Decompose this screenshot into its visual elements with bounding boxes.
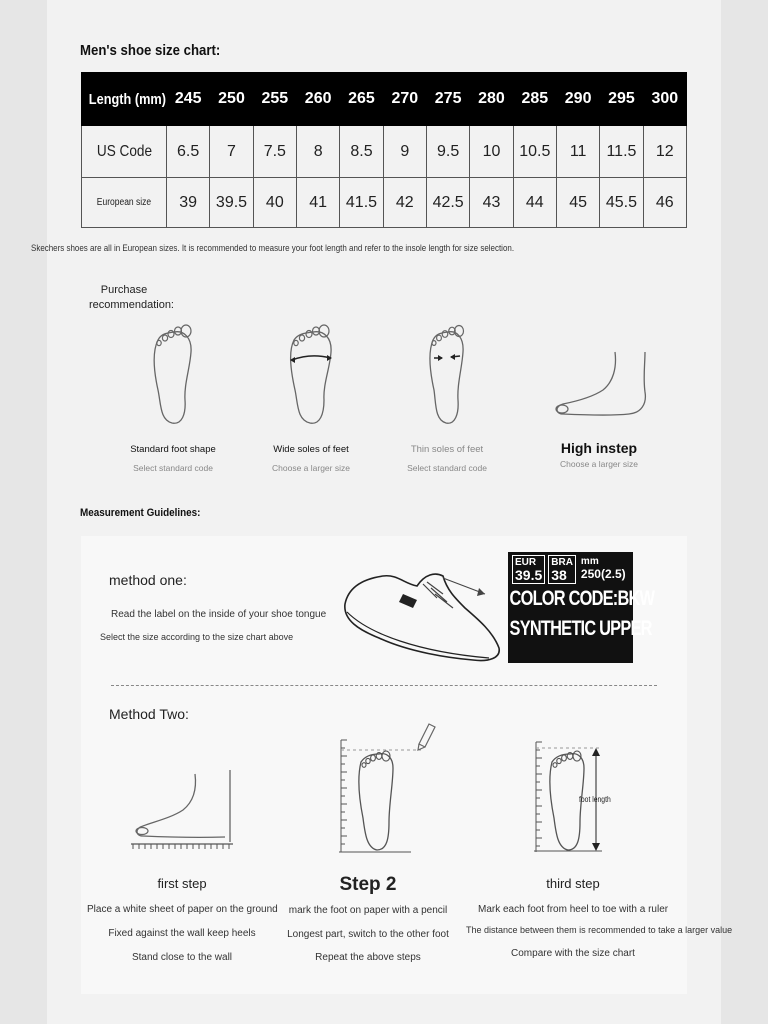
european-size-cell: 44 (513, 178, 556, 228)
foot-against-wall-icon (129, 768, 249, 852)
foot-length-label: foot length (579, 795, 611, 804)
step-line: Place a white sheet of paper on the ground (87, 904, 278, 915)
european-size-cell: 42.5 (426, 178, 469, 228)
step-line: Stand close to the wall (131, 952, 233, 963)
standard-foot-icon (148, 322, 198, 426)
us-code-cell: 6.5 (167, 126, 210, 178)
method-one-line-1: Read the label on the inside of your shoe tongue (111, 609, 327, 620)
step-line: mark the foot on paper with a pencil (288, 905, 448, 916)
label-tag-color-code: COLOR CODE:BKW (509, 587, 655, 610)
us-code-row (82, 126, 687, 178)
foot-card-wide (241, 322, 381, 473)
us-code-row-label: US Code (82, 126, 167, 178)
us-code-cell: 8.5 (340, 126, 383, 178)
chart-title: Men's shoe size chart: (80, 42, 221, 59)
length-cell: 285 (513, 73, 556, 126)
us-code-cell: 8 (296, 126, 339, 178)
european-size-cell: 40 (253, 178, 296, 228)
european-size-cell: 41 (296, 178, 339, 228)
us-code-cell: 9.5 (426, 126, 469, 178)
guidelines-panel (81, 536, 733, 994)
method-two-title: Method Two: (109, 706, 189, 722)
length-cell: 265 (340, 73, 383, 126)
european-size-cell: 46 (643, 178, 686, 228)
wide-foot-icon (286, 322, 336, 426)
length-cell: 295 (600, 73, 643, 126)
foot-ruler-measure-icon (528, 734, 618, 854)
length-cell: 275 (426, 73, 469, 126)
european-size-cell: 43 (470, 178, 513, 228)
foot-card-label: Standard foot shape (130, 444, 216, 455)
step-first (87, 876, 277, 963)
step-title: Step 2 (339, 874, 397, 895)
length-cell: 260 (296, 73, 339, 126)
shoe-label-tag (508, 552, 655, 663)
sneaker-icon (339, 554, 509, 669)
length-cell: 300 (643, 73, 686, 126)
us-code-cell: 12 (643, 126, 686, 178)
step-line: Compare with the size chart (511, 948, 635, 959)
length-row-label: Length (mm) (82, 73, 167, 126)
size-table (81, 72, 687, 228)
high-instep-foot-icon (549, 348, 649, 420)
step-line: Repeat the above steps (315, 952, 421, 963)
step-second (273, 874, 463, 963)
label-tag-mm: mm 250(2.5) (580, 556, 626, 581)
step-line: The distance between them is recommended to take a larger value (466, 925, 733, 935)
method-one-line-2: Select the size according to the size chart above (100, 632, 294, 642)
us-code-cell: 10 (470, 126, 513, 178)
size-note: Skechers shoes are all in European sizes. It is recommended to measure your foot length and refer to the insole length for size selection. (31, 243, 515, 254)
foot-card-thin (377, 322, 517, 473)
foot-card-label: High instep (560, 440, 638, 456)
method-one-title: method one: (109, 572, 187, 588)
foot-card-high-instep (529, 348, 669, 469)
step-title: first step (157, 876, 207, 891)
size-guide-page (31, 0, 733, 1024)
step-title: third step (546, 876, 600, 891)
label-tag-upper: SYNTHETIC UPPER (509, 617, 652, 640)
foot-card-sub: Select standard code (133, 463, 213, 473)
european-size-cell: 42 (383, 178, 426, 228)
european-size-cell: 45.5 (600, 178, 643, 228)
length-row (82, 73, 687, 126)
length-cell: 280 (470, 73, 513, 126)
us-code-cell: 7.5 (253, 126, 296, 178)
foot-trace-pencil-icon (333, 718, 443, 854)
purchase-title: Purchase recommendation: (89, 284, 174, 311)
us-code-cell: 7 (210, 126, 253, 178)
length-cell: 270 (383, 73, 426, 126)
step-third (466, 876, 733, 959)
european-size-cell: 41.5 (340, 178, 383, 228)
length-cell: 250 (210, 73, 253, 126)
foot-card-sub: Choose a larger size (560, 459, 638, 469)
length-cell: 290 (556, 73, 599, 126)
label-tag-size-row (508, 552, 633, 584)
european-size-cell: 39 (167, 178, 210, 228)
foot-card-sub: Select standard code (407, 463, 487, 473)
us-code-cell: 11.5 (600, 126, 643, 178)
foot-card-sub: Choose a larger size (272, 463, 350, 473)
foot-card-label: Wide soles of feet (273, 444, 349, 455)
length-cell: 245 (167, 73, 210, 126)
divider (111, 685, 657, 686)
step-line: Longest part, switch to the other foot (287, 929, 449, 940)
guidelines-title: Measurement Guidelines: (80, 507, 201, 519)
length-cell: 255 (253, 73, 296, 126)
step-line: Fixed against the wall keep heels (108, 928, 256, 939)
european-size-row (82, 178, 687, 228)
label-tag-bra: BRA 38 (548, 555, 576, 584)
european-size-cell: 45 (556, 178, 599, 228)
step-line: Mark each foot from heel to toe with a ruler (478, 904, 669, 915)
us-code-cell: 11 (556, 126, 599, 178)
foot-card-label: Thin soles of feet (410, 444, 484, 455)
us-code-cell: 10.5 (513, 126, 556, 178)
label-tag-eur: EUR 39.5 (512, 555, 545, 584)
thin-foot-icon (422, 322, 472, 426)
us-code-cell: 9 (383, 126, 426, 178)
foot-card-standard (103, 322, 243, 473)
european-size-cell: 39.5 (210, 178, 253, 228)
european-size-row-label: European size (82, 178, 167, 228)
